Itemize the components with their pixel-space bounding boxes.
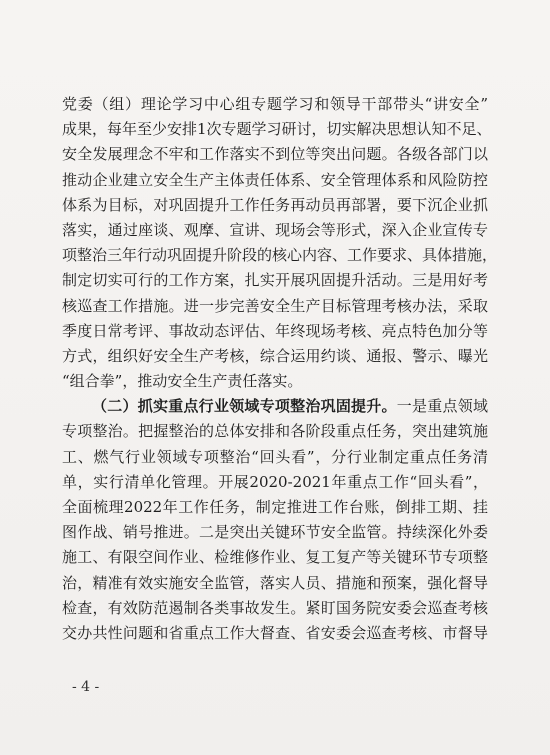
text-line: 落实，通过座谈、观摩、宣讲、现场会等形式，深入企业宣传专: [62, 220, 488, 239]
text-line: 党委（组）理论学习中心组专题学习和领导干部带头“讲安全”: [62, 95, 488, 113]
text-line: 专项整治。把握整治的总体安排和各阶段重点任务，突出建筑施: [62, 422, 488, 441]
text-line: 方式，组织好安全生产考核，综合运用约谈、通报、警示、曝光: [62, 346, 488, 365]
text-line: 检查，有效防范遏制各类事故发生。紧盯国务院安委会巡查考核: [62, 598, 488, 617]
section-heading: （二）抓实重点行业领域专项整治巩固提升。: [92, 397, 397, 416]
text-line: [62, 394, 488, 419]
text-line: 核巡查工作措施。进一步完善安全生产目标管理考核办法，采取: [62, 296, 488, 315]
text-line: “组合拳”，推动安全生产责任落实。: [62, 372, 303, 391]
text-line: 全面梳理2022年工作任务，制定推进工作台账，倒排工期、挂: [62, 498, 488, 516]
text-line: 成果，每年至少安排1次专题学习研讨，切实解决思想认知不足、: [62, 120, 492, 139]
text-line: 图作战、销号推进。二是突出关键环节安全监管。持续深化外委: [62, 523, 488, 542]
text-line: 施工、有限空间作业、检维修作业、复工复产等关键环节专项整: [62, 548, 488, 567]
document-body: [62, 92, 498, 646]
text-line: 项整治三年行动巩固提升阶段的核心内容、工作要求、具体措施，: [62, 246, 498, 265]
text-line: 季度日常考评、事故动态评估、年终现场考核、亮点特色加分等: [62, 321, 488, 340]
text-line: 安全发展理念不牢和工作落实不到位等突出问题。各级各部门以: [62, 145, 488, 164]
text-line: 工、燃气行业领域专项整治“回头看”，分行业制定重点任务清: [62, 447, 488, 466]
text-line: 推动企业建立安全生产主体责任体系、安全管理体系和风险防控: [62, 170, 488, 189]
heading-continuation: 一是重点领域: [396, 397, 488, 416]
text-line: 治，精准有效实施安全监管，落实人员、措施和预案，强化督导: [62, 573, 488, 592]
text-line: 交办共性问题和省重点工作大督查、省安委会巡查考核、市督导: [62, 623, 488, 642]
text-line: 体系为目标，对巩固提升工作任务再动员再部署，要下沉企业抓: [62, 195, 488, 214]
page-number: - 4 -: [72, 679, 100, 695]
text-line: 制定切实可行的工作方案，扎实开展巩固提升活动。三是用好考: [62, 271, 488, 290]
text-line: 单，实行清单化管理。开展2020-2021年重点工作“回头看”，: [62, 472, 488, 491]
